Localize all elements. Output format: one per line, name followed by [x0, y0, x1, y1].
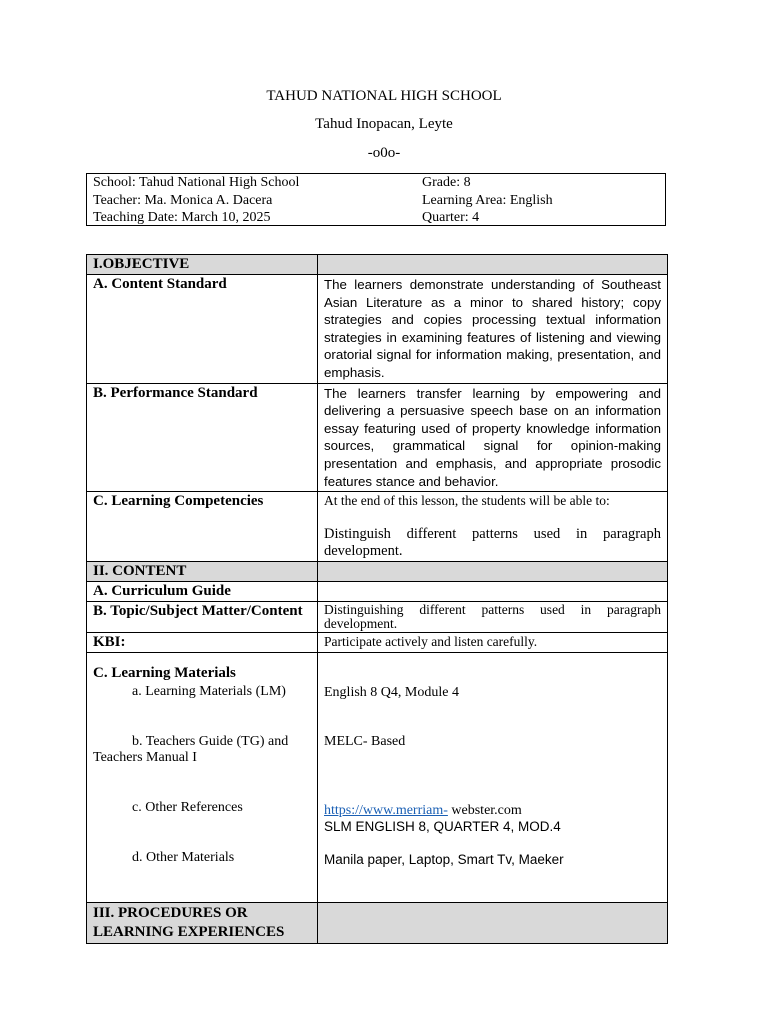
- school-name-title: TAHUD NATIONAL HIGH SCHOOL: [266, 88, 502, 104]
- info-teaching-date: Teaching Date: March 10, 2025: [93, 210, 271, 225]
- kbi-label: KBI:: [87, 633, 318, 653]
- tg-label-cont: Teachers Manual I: [93, 750, 197, 766]
- merriam-webster-rest: webster.com: [447, 803, 522, 819]
- procedures-heading-line2: LEARNING EXPERIENCES: [93, 924, 285, 941]
- content-standard-label: A. Content Standard: [87, 275, 318, 384]
- content-heading: II. CONTENT: [87, 562, 318, 582]
- info-quarter: Quarter: 4: [422, 210, 480, 225]
- objective-heading-empty: [318, 255, 668, 275]
- procedures-heading-line1: III. PROCEDURES OR: [93, 905, 248, 922]
- info-learning-area: Learning Area: English: [422, 192, 553, 208]
- performance-standard-row: [87, 383, 668, 492]
- topic-row: [87, 602, 668, 633]
- header-separator: -o0o-: [367, 145, 401, 161]
- lm-value: English 8 Q4, Module 4: [324, 685, 459, 701]
- lesson-plan-table: [86, 254, 668, 944]
- other-mat-label: d. Other Materials: [132, 850, 235, 866]
- merriam-webster-link[interactable]: https://www.merriam-: [324, 803, 448, 819]
- info-grade: Grade: 8: [422, 175, 471, 190]
- learning-materials-right: [318, 653, 668, 903]
- learning-materials-label: C. Learning Materials: [93, 665, 236, 682]
- kbi-row: [87, 633, 668, 653]
- other-mat-value: Manila paper, Laptop, Smart Tv, Maeker: [324, 852, 564, 868]
- kbi-value: Participate actively and listen carefully.: [318, 633, 668, 653]
- topic-value: Distinguishing different patterns used in paragraph development.: [318, 602, 668, 633]
- content-standard-row: [87, 275, 668, 384]
- other-ref-label: c. Other References: [132, 800, 243, 816]
- info-school: School: Tahud National High School: [93, 175, 300, 190]
- competencies-text: Distinguish different patterns used in paragraph development.: [324, 526, 661, 560]
- content-heading-row: [87, 562, 668, 582]
- info-teacher: Teacher: Ma. Monica A. Dacera: [93, 192, 273, 208]
- tg-label: b. Teachers Guide (TG) and: [132, 734, 289, 750]
- curriculum-guide-label: A. Curriculum Guide: [87, 582, 318, 602]
- info-left-column: [93, 174, 299, 227]
- competencies-label: C. Learning Competencies: [87, 492, 318, 562]
- procedures-heading-row: [87, 903, 668, 944]
- tg-value: MELC- Based: [324, 734, 406, 750]
- content-heading-empty: [318, 562, 668, 582]
- other-ref-slm: SLM ENGLISH 8, QUARTER 4, MOD.4: [324, 819, 561, 835]
- procedures-heading: [87, 903, 318, 944]
- learning-materials-row: [87, 653, 668, 903]
- learning-materials-left: [87, 653, 318, 903]
- competencies-row: [87, 492, 668, 562]
- lm-label: a. Learning Materials (LM): [132, 684, 286, 700]
- content-standard-text: The learners demonstrate understanding of Southeast Asian Literature as a minor to shared history; copy strategies and copies processing textual information strategies in examining features of listening and viewing oratorial signal for information making, presentation, and emphasis.: [318, 275, 668, 384]
- topic-label: B. Topic/Subject Matter/Content: [87, 602, 318, 633]
- objective-heading: I.OBJECTIVE: [87, 255, 318, 275]
- info-right-column: [422, 174, 553, 227]
- info-box: [86, 173, 666, 226]
- objective-heading-row: [87, 255, 668, 275]
- curriculum-guide-row: [87, 582, 668, 602]
- procedures-heading-empty: [318, 903, 668, 944]
- other-ref-line: [324, 803, 661, 819]
- performance-standard-label: B. Performance Standard: [87, 383, 318, 492]
- school-location: Tahud Inopacan, Leyte: [315, 116, 453, 132]
- competencies-cell: [318, 492, 668, 562]
- competencies-intro: At the end of this lesson, the students will be able to:: [324, 493, 610, 509]
- curriculum-guide-value: [318, 582, 668, 602]
- performance-standard-text: The learners transfer learning by empowering and delivering a persuasive speech base on an information essay featuring used of property knowledge information sources, grammatical signal for opinion-making presentation and emphasis, and appropriate prosodic features stance and behavior.: [318, 383, 668, 492]
